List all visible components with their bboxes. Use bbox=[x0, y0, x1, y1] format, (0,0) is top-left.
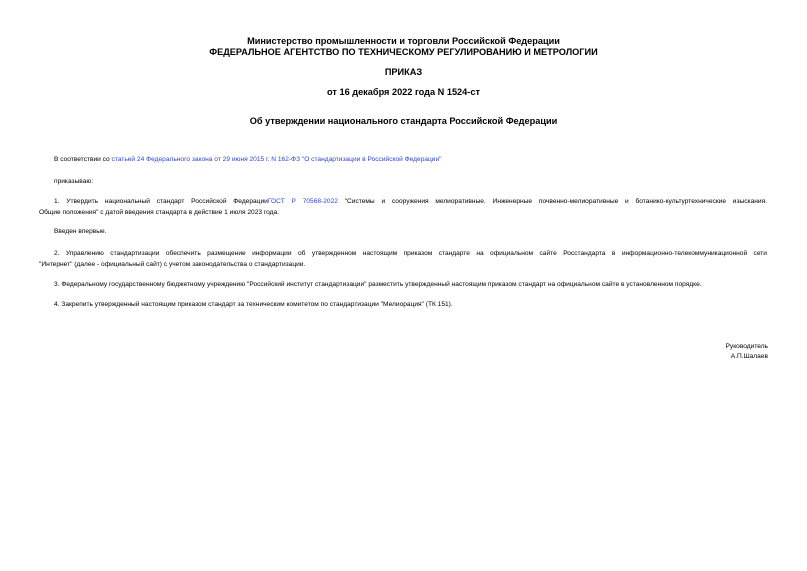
item-1-rest: "Системы и сооружения мелиоративные. Инженерные почвенно-мелиоративные и ботанико-культуртехнические изыскания. bbox=[337, 198, 767, 205]
document-title: Об утверждении национального стандарта Российской Федерации bbox=[249, 116, 558, 126]
introduced-note: Введен впервые. bbox=[54, 228, 107, 235]
signature-position: Руководитель bbox=[725, 343, 768, 350]
item-3-paragraph: 3. Федеральному государственному бюджетному учреждению "Российский институт стандартизации" разместить утвержденный настоящим приказом стандарт на официальном сайте в установленном порядке. bbox=[54, 281, 702, 288]
item-1-prefix: 1. Утвердить национальный стандарт Российской Федерации bbox=[54, 198, 268, 205]
document-date: от 16 декабря 2022 года N 1524-ст bbox=[327, 87, 480, 97]
gost-link[interactable]: ГОСТ Р 70568-2022 bbox=[267, 198, 338, 205]
intro-paragraph bbox=[54, 155, 442, 165]
item-1-line-1 bbox=[39, 197, 767, 208]
item-4-paragraph: 4. Закрепить утвержденный настоящим приказом стандарт за техническим комитетом по стандартизации "Мелиорация" (ТК 151). bbox=[54, 301, 453, 308]
item-2-paragraph bbox=[39, 249, 767, 270]
item-1-paragraph bbox=[39, 197, 767, 218]
item-2-line-2: "Интернет" (далее - официальный сайт) с учетом законодательства о стандартизации. bbox=[39, 260, 306, 268]
ministry-heading: Министерство промышленности и торговли Российской Федерации bbox=[247, 36, 560, 46]
agency-heading: ФЕДЕРАЛЬНОЕ АГЕНТСТВО ПО ТЕХНИЧЕСКОМУ РЕГУЛИРОВАНИЮ И МЕТРОЛОГИИ bbox=[209, 47, 598, 57]
item-1-line-2: Общие положения" с датой введения стандарта в действие 1 июля 2023 года. bbox=[39, 208, 280, 216]
federal-law-link[interactable]: статьей 24 Федерального закона от 29 июня 2015 г. N 162-ФЗ "О стандартизации в Российской Федерации" bbox=[111, 156, 442, 163]
item-2-line-1: 2. Управлению стандартизации обеспечить размещение информации об утвержденном настоящим приказом стандарте на официальном сайте Росстандарта в информационно-телекоммуникационной сети bbox=[54, 250, 767, 257]
intro-prefix: В соответствии со bbox=[54, 156, 112, 163]
orders-text: приказываю: bbox=[54, 178, 94, 185]
document-type: ПРИКАЗ bbox=[384, 67, 423, 77]
signature-name: А.П.Шалаев bbox=[730, 353, 768, 360]
